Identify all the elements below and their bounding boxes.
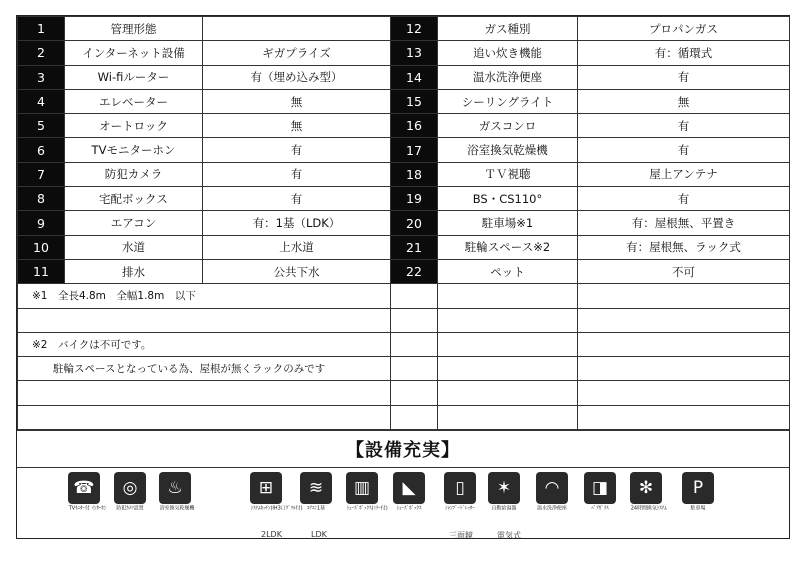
item-value: 有：屋根無、ラック式 xyxy=(578,235,790,259)
item-value: 公共下水 xyxy=(203,259,391,283)
aircon-sublabel: LDK xyxy=(311,530,327,540)
system-kitchen-feature xyxy=(249,472,303,512)
equipment-table xyxy=(17,16,790,430)
item-value: 上水道 xyxy=(203,235,391,259)
note-row xyxy=(18,405,790,429)
shower-dresser-feature xyxy=(443,472,477,512)
item-number: 9 xyxy=(18,211,65,235)
note-text: ※1 全長4.8m 全幅1.8m 以下 xyxy=(18,284,391,308)
blank-cell xyxy=(578,381,790,405)
item-number: 11 xyxy=(18,259,65,283)
item-label: 駐輪スペース※2 xyxy=(438,235,578,259)
blank-cell xyxy=(438,284,578,308)
feature-caption: 自動給湯器 xyxy=(491,506,517,512)
blank-cell xyxy=(438,405,578,429)
feature-caption: ﾍﾟｱｶﾞﾗｽ xyxy=(591,506,609,512)
table-row xyxy=(18,65,790,89)
item-number: 15 xyxy=(391,89,438,113)
item-value xyxy=(203,17,391,41)
parking-icon: P xyxy=(682,472,714,504)
pair-glass-feature xyxy=(583,472,617,512)
item-label: オートロック xyxy=(65,114,203,138)
note-row xyxy=(18,381,790,405)
ventilation-fan-feature xyxy=(629,472,667,512)
item-value: 不可 xyxy=(578,259,790,283)
item-number: 5 xyxy=(18,114,65,138)
item-value: 有（埋め込み型） xyxy=(203,65,391,89)
washlet-toilet-feature xyxy=(535,472,569,512)
item-label: ペット xyxy=(438,259,578,283)
tv-monitor-intercom-feature xyxy=(67,472,107,512)
ventilation-fan-icon: ✻ xyxy=(630,472,662,504)
banner-title: 【設備充実】 xyxy=(346,440,460,462)
item-label: ガスコンロ xyxy=(438,114,578,138)
item-number: 1 xyxy=(18,17,65,41)
shoe-rack-feature xyxy=(392,472,426,512)
item-label: Wi-fiルーター xyxy=(65,65,203,89)
note-text: ※2 バイクは不可です。 xyxy=(18,332,391,356)
item-value: 有：屋根無、平置き xyxy=(578,211,790,235)
item-number: 14 xyxy=(391,65,438,89)
item-number: 8 xyxy=(18,187,65,211)
bathroom-dryer-icon: ♨ xyxy=(159,472,191,504)
air-conditioner-feature xyxy=(299,472,333,512)
equipment-sheet xyxy=(16,15,790,539)
item-value: 無 xyxy=(203,89,391,113)
note-row xyxy=(18,284,790,308)
equipment-banner xyxy=(17,430,789,467)
note-text xyxy=(18,405,391,429)
shoe-box-icon: ▥ xyxy=(346,472,378,504)
item-value: プロパンガス xyxy=(578,17,790,41)
shoe-rack-icon: ◣ xyxy=(393,472,425,504)
item-label: 排水 xyxy=(65,259,203,283)
blank-cell xyxy=(438,381,578,405)
shoe-box-feature xyxy=(345,472,388,512)
item-value: 有 xyxy=(203,162,391,186)
item-label: ＴＶ視聴 xyxy=(438,162,578,186)
item-label: 温水洗浄便座 xyxy=(438,65,578,89)
blank-cell xyxy=(391,405,438,429)
feature-caption: 防犯ｶﾒﾗ設置 xyxy=(116,506,144,512)
air-conditioner-icon: ≋ xyxy=(300,472,332,504)
blank-cell xyxy=(578,405,790,429)
item-value: 有 xyxy=(578,187,790,211)
item-label: 浴室換気乾燥機 xyxy=(438,138,578,162)
blank-cell xyxy=(578,284,790,308)
item-value: 有 xyxy=(203,138,391,162)
note-text xyxy=(18,381,391,405)
item-label: エアコン xyxy=(65,211,203,235)
water-heater-icon: ✶ xyxy=(488,472,520,504)
table-row xyxy=(18,114,790,138)
blank-cell xyxy=(578,357,790,381)
item-number: 22 xyxy=(391,259,438,283)
item-label: 駐車場※1 xyxy=(438,211,578,235)
dresser-sublabel: 三面鏡 xyxy=(449,531,473,541)
item-number: 20 xyxy=(391,211,438,235)
table-row xyxy=(18,235,790,259)
note-text: 駐輪スペースとなっている為、屋根が無くラックのみです xyxy=(18,357,391,381)
item-value: ギガプライズ xyxy=(203,41,391,65)
blank-cell xyxy=(438,357,578,381)
item-label: 水道 xyxy=(65,235,203,259)
water-heater-feature xyxy=(487,472,521,512)
table-row xyxy=(18,211,790,235)
item-label: 防犯カメラ xyxy=(65,162,203,186)
item-number: 3 xyxy=(18,65,65,89)
item-number: 4 xyxy=(18,89,65,113)
note-row xyxy=(18,308,790,332)
table-row xyxy=(18,41,790,65)
feature-caption: ｼｭｰｽﾞﾎﾞｯｸｽ xyxy=(396,506,422,512)
system-kitchen-icon: ⊞ xyxy=(250,472,282,504)
item-label: 宅配ボックス xyxy=(65,187,203,211)
item-label: 管理形態 xyxy=(65,17,203,41)
feature-caption: TVﾓﾆﾀｰ付 ｲﾝﾀｰﾎﾝ xyxy=(68,506,107,512)
equipment-table-body xyxy=(18,17,790,430)
kitchen-sublabel: 2LDK xyxy=(261,530,282,540)
item-number: 19 xyxy=(391,187,438,211)
item-number: 21 xyxy=(391,235,438,259)
blank-cell xyxy=(578,332,790,356)
feature-caption: ｴｱｺﾝ1基 xyxy=(307,506,325,512)
item-value: 有：循環式 xyxy=(578,41,790,65)
item-value: 有 xyxy=(203,187,391,211)
tv-monitor-intercom-icon: ☎ xyxy=(68,472,100,504)
heater-sublabel: 電気式 xyxy=(497,531,521,541)
item-number: 12 xyxy=(391,17,438,41)
item-value: 無 xyxy=(578,89,790,113)
item-number: 10 xyxy=(18,235,65,259)
table-row xyxy=(18,187,790,211)
blank-cell xyxy=(391,332,438,356)
table-row xyxy=(18,17,790,41)
item-number: 18 xyxy=(391,162,438,186)
feature-caption: 駐車場 xyxy=(690,506,706,512)
item-label: 追い炊き機能 xyxy=(438,41,578,65)
feature-caption: ｼｭｰｽﾞﾎﾞｯｸｽ(ﾐﾗｰ付) xyxy=(346,506,388,512)
item-label: シーリングライト xyxy=(438,89,578,113)
blank-cell xyxy=(578,308,790,332)
security-camera-icon: ◎ xyxy=(114,472,146,504)
item-number: 7 xyxy=(18,162,65,186)
security-camera-feature xyxy=(113,472,147,512)
item-value: 有 xyxy=(578,138,790,162)
feature-caption: ｼｽﾃﾑｷｯﾁﾝ(IH3口ｸﾞﾘﾙ付) xyxy=(250,506,303,512)
item-label: インターネット設備 xyxy=(65,41,203,65)
note-row xyxy=(18,332,790,356)
pair-glass-icon: ◨ xyxy=(584,472,616,504)
feature-caption: 温水洗浄便座 xyxy=(537,506,567,512)
feature-caption: 浴室換気乾燥機 xyxy=(159,506,195,512)
item-number: 6 xyxy=(18,138,65,162)
bathroom-dryer-feature xyxy=(158,472,195,512)
blank-cell xyxy=(391,284,438,308)
item-value: 有：1基（LDK） xyxy=(203,211,391,235)
shower-dresser-icon: ▯ xyxy=(444,472,476,504)
table-row xyxy=(18,89,790,113)
washlet-toilet-icon: ◠ xyxy=(536,472,568,504)
item-value: 有 xyxy=(578,65,790,89)
item-value: 屋上アンテナ xyxy=(578,162,790,186)
item-value: 有 xyxy=(578,114,790,138)
note-text xyxy=(18,308,391,332)
item-value: 無 xyxy=(203,114,391,138)
blank-cell xyxy=(391,308,438,332)
item-label: TVモニターホン xyxy=(65,138,203,162)
item-number: 13 xyxy=(391,41,438,65)
blank-cell xyxy=(391,381,438,405)
table-row xyxy=(18,162,790,186)
table-row xyxy=(18,259,790,283)
item-number: 16 xyxy=(391,114,438,138)
item-number: 17 xyxy=(391,138,438,162)
equipment-icons xyxy=(17,467,789,541)
item-label: BS・CS110° xyxy=(438,187,578,211)
blank-cell xyxy=(438,308,578,332)
item-number: 2 xyxy=(18,41,65,65)
item-label: エレベーター xyxy=(65,89,203,113)
feature-caption: ｼｬﾝﾌﾟｰﾄﾞﾚｯｻｰ xyxy=(445,506,475,512)
parking-feature xyxy=(681,472,715,512)
table-row xyxy=(18,138,790,162)
note-row xyxy=(18,357,790,381)
blank-cell xyxy=(438,332,578,356)
feature-caption: 24時間換気ｼｽﾃﾑ xyxy=(630,506,667,512)
blank-cell xyxy=(391,357,438,381)
item-label: ガス種別 xyxy=(438,17,578,41)
